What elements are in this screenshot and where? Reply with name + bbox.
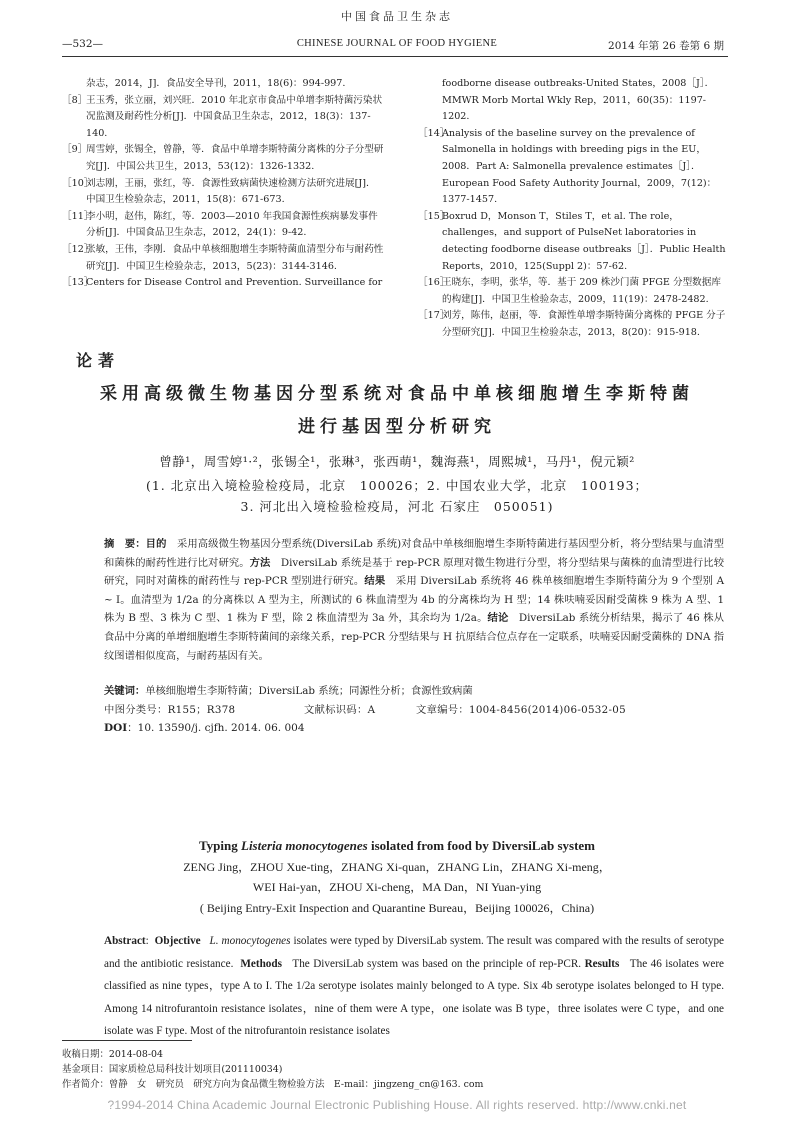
abstract-en-label: Abstract (104, 935, 146, 947)
classification-line (104, 701, 626, 716)
article-title-english (0, 838, 794, 854)
issue-info: 2014 年第 26 卷第 6 期 (608, 40, 724, 52)
reference-text: 刘芳，陈伟，赵丽，等．食源性单增李斯特菌分离株的 PFGE 分子分型研究[J]．中国卫生检验杂志，2013，8(20)：915-918. (442, 310, 726, 338)
keywords-label: 关键词： (104, 685, 146, 697)
copyright-notice: ?1994-2014 China Academic Journal Electronic Publishing House. All rights reserved. http://www.cnki.net (107, 1098, 687, 1112)
page-number: —532— (62, 38, 104, 50)
journal-name-english: CHINESE JOURNAL OF FOOD HYGIENE (296, 38, 498, 49)
reference-number: ［17］ (418, 310, 450, 322)
results-en-text: The 46 isolates were classified as nine types，type A to I. The 1/2a serotype isolates mainly belonged to A type. Six 4b serotype isolates belonged to H type. Among 14 nitrofurantoin resistance isolates，nine of them were A type，one isolate was B type，three isolates were C type，and one isolate was F type. Most of the nitrofurantoin resistance isolates (104, 957, 725, 1038)
methods-label: 方法 (249, 556, 271, 569)
conclusion-text: DiversiLab 系统分析结果，揭示了 46 株从食品中分离的单增细胞增生李斯特菌间的亲缘关系，rep-PCR 分型结果与 H 抗原结合位点存在一定联系，呋喃妥因耐受菌株的 DNA 指纹图谱相似度高，与耐药基因有关。 (104, 612, 725, 662)
affiliation-line: (1. 北京出入境检验检疫局，北京 100026；2. 中国农业大学，北京 100193； (145, 478, 649, 493)
keywords (104, 682, 473, 697)
affiliation-line: 3. 河北出入境检验检疫局，河北 石家庄 050051) (240, 499, 554, 514)
reference-item (62, 242, 384, 275)
footnote-received: 收稿日期：2014-08-04 (62, 1049, 163, 1060)
objective-label: 目的 (145, 538, 167, 550)
results-text: 采用 DiversiLab 系统将 46 株单核细胞增生李斯特菌分为 9 个型别 A ~ I。血清型为 1/2a 的分离株以 A 型为主，所测试的 6 株血清型为 4b 的分离株均为 H 型；14 株呋喃妥因耐受菌株 9 株为 A 型、1 株为 B 型、3 株为 C 型、1 株为 F 型，除 2 株血清型为 3a 外，其余均为 1/2a。 (104, 575, 725, 625)
footnote-author: 作者简介：曾静 女 研究员 研究方向为食品微生物检验方法 E-mail：jingzeng_cn@163. com (62, 1079, 484, 1090)
reference-text: 王玉秀，张立丽，刘兴旺．2010 年北京市食品中单增李斯特菌污染状况监测及耐药性分析[J]．中国食品卫生杂志，2012，18(3)：137-140. (86, 94, 383, 139)
methods-en-label: Methods (240, 957, 282, 970)
doi-label: DOI (104, 722, 128, 734)
authors-chinese: 曾静¹，周雪婷¹·²，张锡全¹，张琳³，张西萌¹，魏海燕¹，周熙城¹，马丹¹，倪元颖² (159, 454, 635, 469)
reference-text: 李小明，赵伟，陈红，等．2003—2010 年我国食源性疾病暴发事件分析[J]．中国食品卫生杂志，2012，24(1)：9-42. (86, 210, 378, 239)
reference-text: Analysis of the baseline survey on the prevalence of Salmonella in holdings with breeding pigs in the EU，2008．Part A: Salmonella prevalence estimates［J］．European Food Safety Authority Journal，2009，7(12)：1377-1457. (442, 127, 717, 206)
reference-item (418, 126, 728, 209)
reference-item (62, 76, 384, 93)
reference-text: foodborne disease outbreaks-United States，2008［J］．MMWR Morb Mortal Wkly Rep，2011，60(35)：1197-1202. (442, 78, 715, 123)
document-code: 文献标识码：A (304, 704, 376, 716)
reference-number: ［8］ (62, 94, 88, 106)
footnote-fund: 基金项目：国家质检总局科技计划项目(201110034) (62, 1064, 283, 1075)
reference-text: Centers for Disease Control and Prevention. Surveillance for (86, 277, 383, 289)
reference-item (62, 142, 384, 175)
article-title-chinese (100, 378, 694, 444)
title-line: 进行基因型分析研究 (298, 417, 496, 437)
methods-en-text: The DiversiLab system was based on the principle of rep-PCR. (292, 957, 582, 970)
abstract-english: Abstract: Objective L. monocytogenes isolates were typed by DiversiLab system. The result was compared with the results of serotype and the antibiotic resistance. Methods The DiversiLab system was based on the principle of rep-PCR. Results The 46 isolates were classified as nine types，type A to I. The 1/2a serotype isolates mainly belonged to A type. Six 4b serotype isolates belonged to H type. Among 14 nitrofurantoin resistance isolates，nine of them were A type，one isolate was B type，three isolates were C type，and one isolate was F type. Most of the nitrofurantoin resistance isolates (104, 935, 725, 1038)
reference-item (62, 93, 384, 143)
affiliation-english: ( Beijing Entry-Exit Inspection and Quarantine Bureau，Beijing 100026，China) (199, 901, 595, 915)
reference-text: 杂志，2014，J]．食品安全导刊，2011，18(6)：994-997. (86, 78, 346, 89)
title-en-pre: Typing (198, 838, 241, 853)
conclusion-label: 结论 (487, 612, 509, 625)
doi-value: ：10. 13590/j. cjfh. 2014. 06. 004 (127, 722, 305, 734)
section-tag: 论著 (76, 351, 121, 370)
abstract-chinese (104, 535, 724, 665)
journal-name-chinese: 中国食品卫生杂志 (341, 10, 453, 23)
reference-item (62, 275, 384, 292)
authors-english-line-2: WEI Hai-yan，ZHOU Xi-cheng，MA Dan，NI Yuan-ying (252, 880, 542, 894)
methods-text: DiversiLab 系统是基于 rep-PCR 原理对微生物进行分型，将分型结果与菌株的血清型进行比较研究，同时对菌株的耐药性与 rep-PCR 型别进行研究。 (104, 556, 725, 588)
reference-item (418, 209, 728, 275)
objective-text: 采用高级微生物基因分型系统(DiversiLab 系统)对食品中单核细胞增生李斯特菌进行基因型分析，将分型结果与血清型和菌株的耐药性进行比对研究。 (104, 538, 725, 569)
reference-item (62, 176, 384, 209)
article-number: 文章编号：1004-8456(2014)06-0532-05 (416, 704, 626, 716)
results-label: 结果 (364, 575, 386, 588)
title-en-species: Listeria monocytogenes (241, 838, 368, 853)
objective-en-text: isolates were typed by DiversiLab system. The result was compared with the results of serotype and the antibiotic resistance. (104, 935, 724, 970)
reference-text: 周雪婷，张锡全，曾静，等．食品中单增李斯特菌分离株的分子分型研究[J]．中国公共卫生，2013，53(12)：1326-1332. (86, 144, 384, 172)
title-en-post: isolated from food by DiversiLab system (367, 838, 596, 853)
doi (104, 720, 305, 735)
reference-text: 刘志刚，王丽，张红，等．食源性致病菌快速检测方法研究进展[J]．中国卫生检验杂志，2011，15(8)：671-673. (86, 177, 376, 206)
reference-number: ［13］ (62, 277, 94, 289)
clc-number: 中图分类号：R155；R378 (104, 704, 236, 716)
reference-text: 王晓东，李明，张华，等．基于 209 株沙门菌 PFGE 分型数据库的构建[J]．中国卫生检验杂志，2009，11(19)：2478-2482. (442, 277, 721, 305)
species-abbr: L. monocytogenes (209, 935, 291, 947)
header-rule (62, 56, 728, 57)
reference-number: ［11］ (62, 210, 94, 222)
footnote-rule (62, 1040, 192, 1041)
reference-text: Boxrud D，Monson T，Stiles T，et al. The role，challenges，and support of PulseNet laboratories in detecting foodborne disease outbreaks［J］．Public Health Reports，2010，125(Suppl 2)：57-62. (442, 210, 726, 272)
reference-number: ［12］ (62, 243, 94, 255)
references-right-column (418, 76, 728, 342)
reference-number: ［15］ (418, 210, 450, 222)
reference-item (418, 275, 728, 308)
objective-en-label: Objective (154, 935, 201, 947)
title-line: 采用高级微生物基因分型系统对食品中单核细胞增生李斯特菌 (100, 384, 694, 404)
abstract-label: 摘 要： (104, 538, 146, 550)
reference-number: ［16］ (418, 277, 450, 289)
keywords-text: 单核细胞增生李斯特菌；DiversiLab 系统；同源性分析；食源性致病菌 (145, 685, 473, 697)
reference-item (418, 308, 728, 341)
reference-item (62, 209, 384, 242)
reference-number: ［9］ (62, 144, 88, 156)
results-en-label: Results (584, 957, 620, 970)
reference-number: ［10］ (62, 177, 94, 189)
reference-number: ［14］ (418, 127, 450, 139)
references-left-column (62, 76, 384, 292)
reference-text: 张敏，王伟，李刚．食品中单核细胞增生李斯特菌血清型分布与耐药性研究[J]．中国卫生检验杂志，2013，5(23)：3144-3146. (86, 243, 384, 272)
reference-item (418, 76, 728, 126)
authors-english-line-1: ZENG Jing，ZHOU Xue-ting，ZHANG Xi-quan，ZHANG Lin，ZHANG Xi-meng， (183, 860, 611, 874)
